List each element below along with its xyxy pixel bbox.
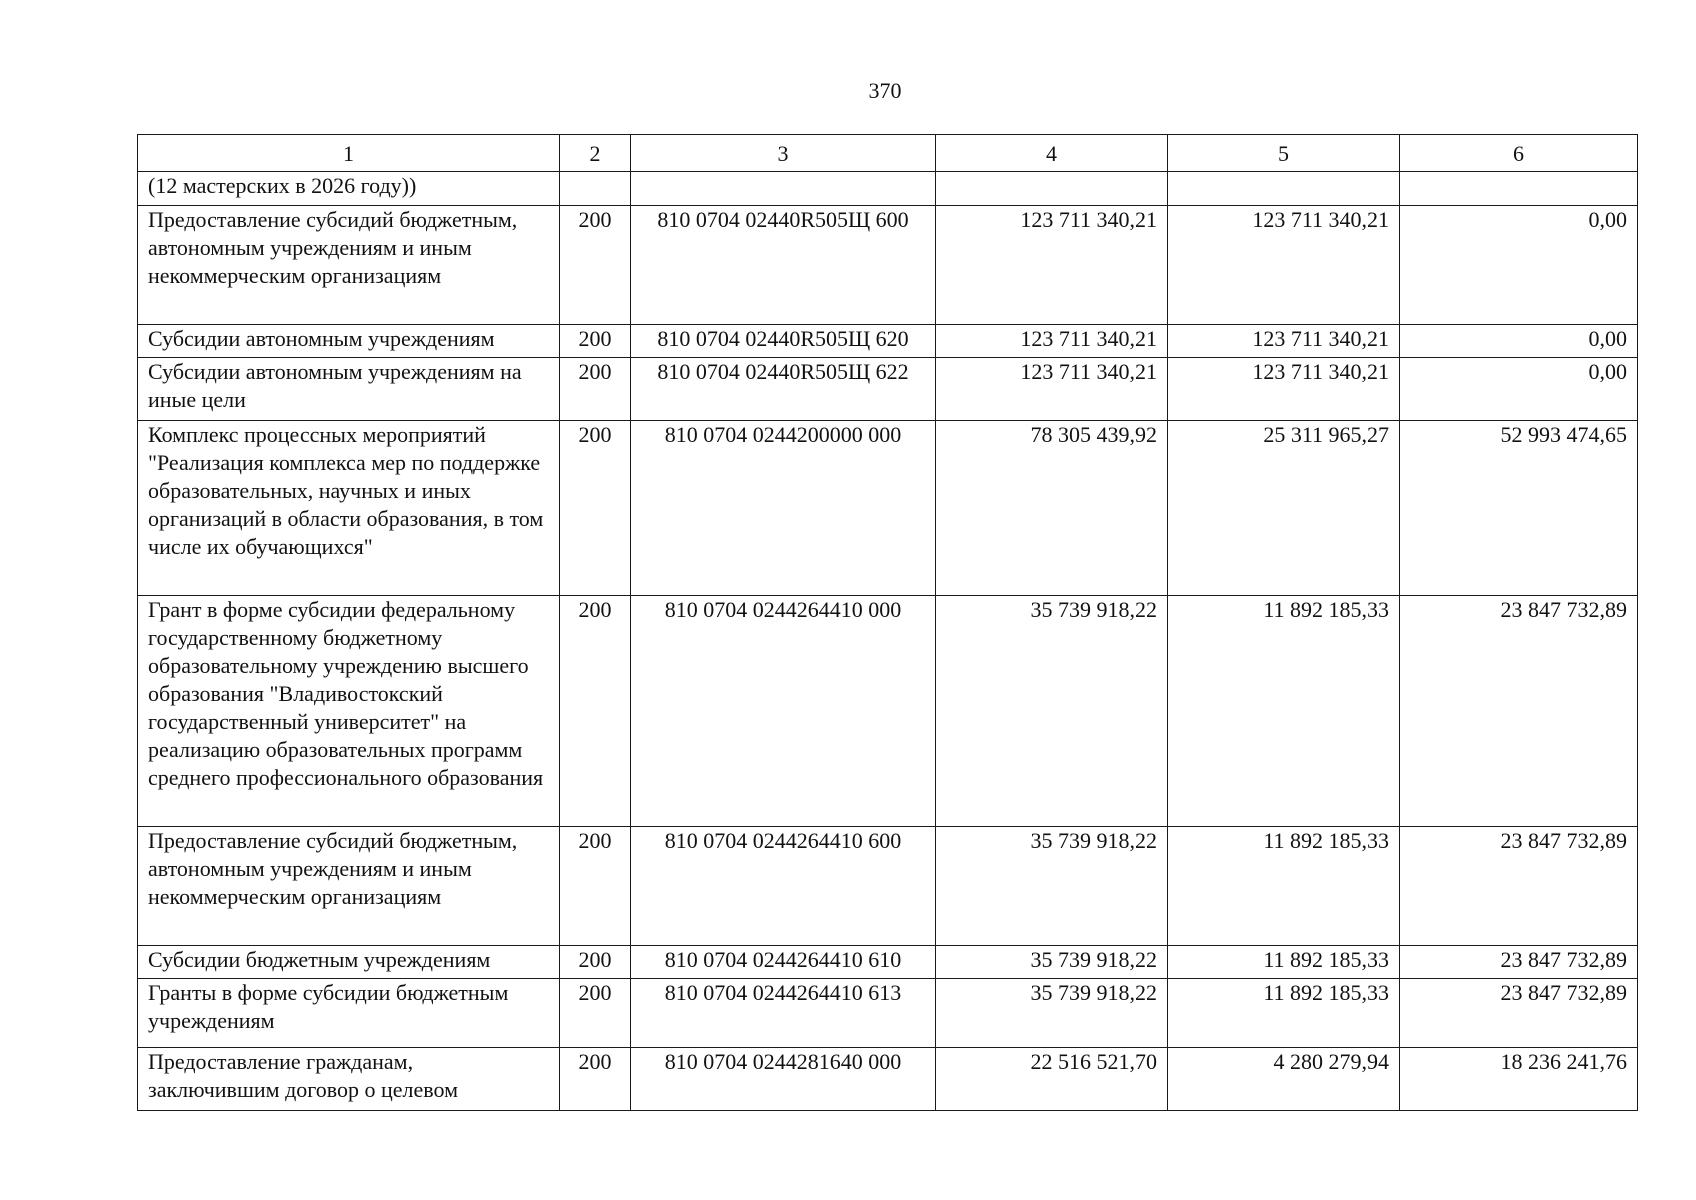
cell-value-6: 52 993 474,65 (1400, 421, 1638, 596)
table-row (138, 172, 1638, 206)
cell-value-4: 123 711 340,21 (936, 325, 1168, 358)
cell-gr (560, 172, 631, 206)
cell-value-4: 123 711 340,21 (936, 358, 1168, 421)
cell-code (631, 172, 936, 206)
cell-code: 810 0704 02440R505Щ 620 (631, 325, 936, 358)
cell-gr: 200 (560, 358, 631, 421)
cell-value-6: 23 847 732,89 (1400, 946, 1638, 979)
cell-value-6: 0,00 (1400, 206, 1638, 325)
cell-value-4: 35 739 918,22 (936, 827, 1168, 946)
header-cell: 1 (138, 135, 560, 172)
cell-gr: 200 (560, 827, 631, 946)
cell-name: Комплекс процессных мероприятий "Реализация комплекса мер по поддержке образовательных, научных и иных организаций в области образования, в том числе их обучающихся" (138, 421, 560, 596)
cell-name: Субсидии автономным учреждениям на иные цели (138, 358, 560, 421)
cell-value-4: 78 305 439,92 (936, 421, 1168, 596)
cell-name: Предоставление субсидий бюджетным, автономным учреждениям и иным некоммерческим организациям (138, 206, 560, 325)
cell-value-6: 0,00 (1400, 358, 1638, 421)
budget-table (137, 134, 1638, 1111)
cell-code: 810 0704 0244264410 600 (631, 827, 936, 946)
table-row (138, 827, 1638, 946)
cell-gr: 200 (560, 979, 631, 1048)
cell-gr: 200 (560, 206, 631, 325)
cell-value-6: 23 847 732,89 (1400, 596, 1638, 827)
cell-name: (12 мастерских в 2026 году)) (138, 172, 560, 206)
cell-code: 810 0704 0244281640 000 (631, 1048, 936, 1111)
table-row (138, 421, 1638, 596)
table-row (138, 358, 1638, 421)
cell-value-5: 123 711 340,21 (1168, 206, 1400, 325)
cell-code: 810 0704 0244264410 000 (631, 596, 936, 827)
cell-code: 810 0704 02440R505Щ 622 (631, 358, 936, 421)
cell-code: 810 0704 02440R505Щ 600 (631, 206, 936, 325)
header-cell: 3 (631, 135, 936, 172)
cell-name: Предоставление гражданам, заключившим договор о целевом (138, 1048, 560, 1111)
table-row (138, 206, 1638, 325)
cell-value-5: 11 892 185,33 (1168, 596, 1400, 827)
cell-value-5: 123 711 340,21 (1168, 358, 1400, 421)
cell-gr: 200 (560, 325, 631, 358)
header-cell: 4 (936, 135, 1168, 172)
cell-value-6: 23 847 732,89 (1400, 979, 1638, 1048)
cell-name: Гранты в форме субсидии бюджетным учреждениям (138, 979, 560, 1048)
table-header-row (138, 135, 1638, 172)
table-row (138, 1048, 1638, 1111)
table-row (138, 325, 1638, 358)
cell-value-4: 123 711 340,21 (936, 206, 1168, 325)
cell-name: Субсидии бюджетным учреждениям (138, 946, 560, 979)
cell-value-5: 25 311 965,27 (1168, 421, 1400, 596)
cell-value-4: 35 739 918,22 (936, 596, 1168, 827)
cell-code: 810 0704 0244264410 613 (631, 979, 936, 1048)
cell-value-5: 123 711 340,21 (1168, 325, 1400, 358)
cell-value-5: 11 892 185,33 (1168, 946, 1400, 979)
header-cell: 5 (1168, 135, 1400, 172)
cell-code: 810 0704 0244264410 610 (631, 946, 936, 979)
cell-value-5: 11 892 185,33 (1168, 979, 1400, 1048)
cell-value-5: 11 892 185,33 (1168, 827, 1400, 946)
header-cell: 6 (1400, 135, 1638, 172)
cell-value-6 (1400, 172, 1638, 206)
cell-name: Субсидии автономным учреждениям (138, 325, 560, 358)
cell-value-4: 22 516 521,70 (936, 1048, 1168, 1111)
cell-value-4: 35 739 918,22 (936, 946, 1168, 979)
cell-gr: 200 (560, 1048, 631, 1111)
table-row (138, 596, 1638, 827)
cell-value-4 (936, 172, 1168, 206)
cell-gr: 200 (560, 596, 631, 827)
page-number: 370 (868, 78, 902, 103)
table-row (138, 979, 1638, 1048)
cell-value-5: 4 280 279,94 (1168, 1048, 1400, 1111)
cell-value-6: 18 236 241,76 (1400, 1048, 1638, 1111)
cell-name: Предоставление субсидий бюджетным, автономным учреждениям и иным некоммерческим организациям (138, 827, 560, 946)
cell-value-6: 0,00 (1400, 325, 1638, 358)
cell-code: 810 0704 0244200000 000 (631, 421, 936, 596)
cell-value-4: 35 739 918,22 (936, 979, 1168, 1048)
cell-gr: 200 (560, 946, 631, 979)
header-cell: 2 (560, 135, 631, 172)
cell-name: Грант в форме субсидии федеральному государственному бюджетному образовательному учреждению высшего образования "Владивостокский государственный университет" на реализацию образовательных программ среднего профессионального образования (138, 596, 560, 827)
cell-value-6: 23 847 732,89 (1400, 827, 1638, 946)
cell-value-5 (1168, 172, 1400, 206)
table-row (138, 946, 1638, 979)
cell-gr: 200 (560, 421, 631, 596)
